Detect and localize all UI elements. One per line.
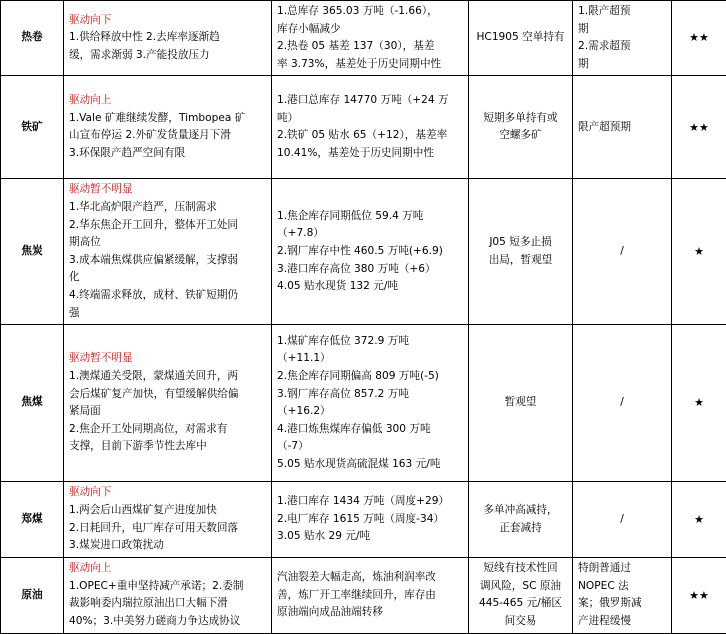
driver-line: 会后煤矿复产加快，有望缓解供给偏 [69, 386, 266, 404]
inventory-line: 1.港口库存 1434 万吨（周度+29） [277, 493, 463, 511]
inventory-line: （+7.8） [277, 225, 463, 243]
rating-stars: ★★ [672, 76, 726, 179]
strategy-line: HC1905 空单持有 [474, 29, 567, 47]
strategy-cell [469, 1, 573, 76]
table-row [1, 1, 726, 76]
rating-stars: ★ [672, 325, 726, 482]
risk-line: / [578, 243, 666, 261]
strategy-line: 正套减持 [474, 520, 567, 538]
driver-line: 1.供给释放中性 2.去库率逐渐趋 [69, 29, 266, 47]
strategy-line: 出局，暂观望 [474, 252, 567, 270]
driver-line: 紧局面 [69, 403, 266, 421]
inventory-line: 3.钢厂库存高位 857.2 万吨 [277, 386, 463, 404]
strategy-line: 间交易 [474, 613, 567, 631]
inventory-line: 汽油裂差大幅走高，炼油利润率改 [277, 569, 463, 587]
driver-line: 40%；3.中美努力磋商力争达成协议 [69, 613, 266, 631]
commodity-name: 郑煤 [1, 482, 64, 558]
inventory-line: 2.热卷 05 基差 137（30），基差 [277, 38, 463, 56]
drivers-cell [64, 558, 272, 633]
driver-line: 2.华东焦企开工回升，整体开工处同 [69, 217, 266, 235]
inventory-line: 1.港口总库存 14770 万吨（+24 万 [277, 92, 463, 110]
driver-line: 1.华北高炉限产趋严，压制需求 [69, 199, 266, 217]
rating-stars: ★★ [672, 1, 726, 76]
driver-line: 2.焦企开工处同期高位，对需求有 [69, 421, 266, 439]
inventory-line: 4.港口炼焦煤库存偏低 300 万吨 [277, 421, 463, 439]
driver-line: 期高位 [69, 234, 266, 252]
risk-line: 限产超预期 [578, 119, 666, 137]
inventory-line: （+16.2） [277, 403, 463, 421]
drive-direction: 驱动向下 [69, 484, 266, 502]
driver-line: 1.两会后山西煤矿复产进度加快 [69, 502, 266, 520]
risk-cell [573, 179, 672, 325]
table-row [1, 482, 726, 558]
risk-line: 特朗普通过 [578, 560, 666, 578]
driver-line: 4.终端需求释放，成材、铁矿短期仍 [69, 287, 266, 305]
drive-direction: 驱动暂不明显 [69, 181, 266, 199]
strategy-line: 暂观望 [474, 394, 567, 412]
table-row [1, 325, 726, 482]
driver-line: 裁影响委内瑞拉原油出口大幅下滑 [69, 595, 266, 613]
inventory-cell [272, 1, 469, 76]
driver-line: 山宣布停运 2.外矿发货量逐月下滑 [69, 127, 266, 145]
rating-stars: ★★ [672, 558, 726, 633]
risk-line: 案；俄罗斯减 [578, 595, 666, 613]
inventory-line: 原油端向成品油端转移 [277, 604, 463, 622]
strategy-line: 短线有技术性回 [474, 560, 567, 578]
drive-direction: 驱动向下 [69, 12, 266, 30]
driver-line: 2.日耗回升，电厂库存可用天数回落 [69, 520, 266, 538]
table-row [1, 76, 726, 179]
strategy-line: 多单冲高减持， [474, 502, 567, 520]
risk-line: NOPEC 法 [578, 578, 666, 596]
risk-line: 1.限产超预 [578, 3, 666, 21]
driver-line: 3.成本端焦煤供应偏紧缓解，支撑弱 [69, 252, 266, 270]
inventory-line: 率 3.73%，基差处于历史同期中性 [277, 56, 463, 74]
table-body [1, 1, 726, 634]
commodity-name: 热卷 [1, 1, 64, 76]
inventory-line: 1.总库存 365.03 万吨（-1.66）， [277, 3, 463, 21]
drivers-cell [64, 482, 272, 558]
drivers-cell [64, 76, 272, 179]
inventory-line: 善，炼厂开工率继续回升，库存由 [277, 587, 463, 605]
strategy-cell [469, 325, 573, 482]
inventory-line: 2.焦企库存同期偏高 809 万吨(-5) [277, 368, 463, 386]
commodity-name: 铁矿 [1, 76, 64, 179]
driver-line: 缓，需求渐弱 3.产能投放压力 [69, 47, 266, 65]
drivers-cell [64, 325, 272, 482]
risk-line: / [578, 511, 666, 529]
inventory-cell [272, 482, 469, 558]
risk-line: / [578, 394, 666, 412]
strategy-line: 短期多单持有或 [474, 110, 567, 128]
inventory-cell [272, 76, 469, 179]
inventory-line: 库存小幅减少 [277, 21, 463, 39]
driver-line: 强 [69, 305, 266, 323]
risk-cell [573, 1, 672, 76]
inventory-line: 2.铁矿 05 贴水 65（+12），基差率 [277, 127, 463, 145]
strategy-line: J05 短多止损 [474, 234, 567, 252]
risk-line: 产进程缓慢 [578, 613, 666, 631]
inventory-cell [272, 179, 469, 325]
strategy-cell [469, 482, 573, 558]
inventory-line: 3.港口库存高位 380 万吨（+6） [277, 261, 463, 279]
inventory-line: （-7） [277, 438, 463, 456]
inventory-cell [272, 558, 469, 633]
table-row [1, 558, 726, 633]
risk-cell [573, 558, 672, 633]
driver-line: 3.环保限产趋严空间有限 [69, 145, 266, 163]
risk-line: 2.需求超预 [578, 38, 666, 56]
driver-line: 支撑，目前下游季节性去库中 [69, 438, 266, 456]
driver-line: 3.煤炭进口政策扰动 [69, 537, 266, 555]
inventory-line: 4.05 贴水现货 132 元/吨 [277, 278, 463, 296]
inventory-line: 10.41%，基差处于历史同期中性 [277, 145, 463, 163]
strategy-line: 445-465 元/桶区 [474, 595, 567, 613]
inventory-line: 5.05 贴水现货高硫混煤 163 元/吨 [277, 456, 463, 474]
table-row [1, 179, 726, 325]
risk-cell [573, 325, 672, 482]
drivers-cell [64, 179, 272, 325]
driver-line: 1.OPEC+重申坚持减产承诺；2.委制 [69, 578, 266, 596]
drive-direction: 驱动暂不明显 [69, 350, 266, 368]
strategy-cell [469, 76, 573, 179]
risk-cell [573, 482, 672, 558]
drivers-cell [64, 1, 272, 76]
commodity-name: 原油 [1, 558, 64, 633]
inventory-line: （+11.1） [277, 350, 463, 368]
drive-direction: 驱动向上 [69, 560, 266, 578]
driver-line: 1.Vale 矿难继续发酵，Timbopea 矿 [69, 110, 266, 128]
strategy-line: 调风险，SC 原油 [474, 578, 567, 596]
risk-line: 期 [578, 56, 666, 74]
driver-line: 1.澳煤通关受限，蒙煤通关回升，两 [69, 368, 266, 386]
risk-cell [573, 76, 672, 179]
inventory-line: 吨） [277, 110, 463, 128]
rating-stars: ★ [672, 179, 726, 325]
inventory-line: 2.电厂库存 1615 万吨（周度-34） [277, 511, 463, 529]
risk-line: 期 [578, 21, 666, 39]
commodity-name: 焦煤 [1, 325, 64, 482]
strategy-line: 空螺多矿 [474, 127, 567, 145]
inventory-line: 1.焦企库存同期低位 59.4 万吨 [277, 208, 463, 226]
inventory-line: 2.钢厂库存中性 460.5 万吨(+6.9) [277, 243, 463, 261]
inventory-line: 1.煤矿库存低位 372.9 万吨 [277, 333, 463, 351]
drive-direction: 驱动向上 [69, 92, 266, 110]
commodity-name: 焦炭 [1, 179, 64, 325]
driver-line: 化 [69, 269, 266, 287]
inventory-cell [272, 325, 469, 482]
strategy-cell [469, 179, 573, 325]
strategy-cell [469, 558, 573, 633]
rating-stars: ★ [672, 482, 726, 558]
inventory-line: 3.05 贴水 29 元/吨 [277, 528, 463, 546]
